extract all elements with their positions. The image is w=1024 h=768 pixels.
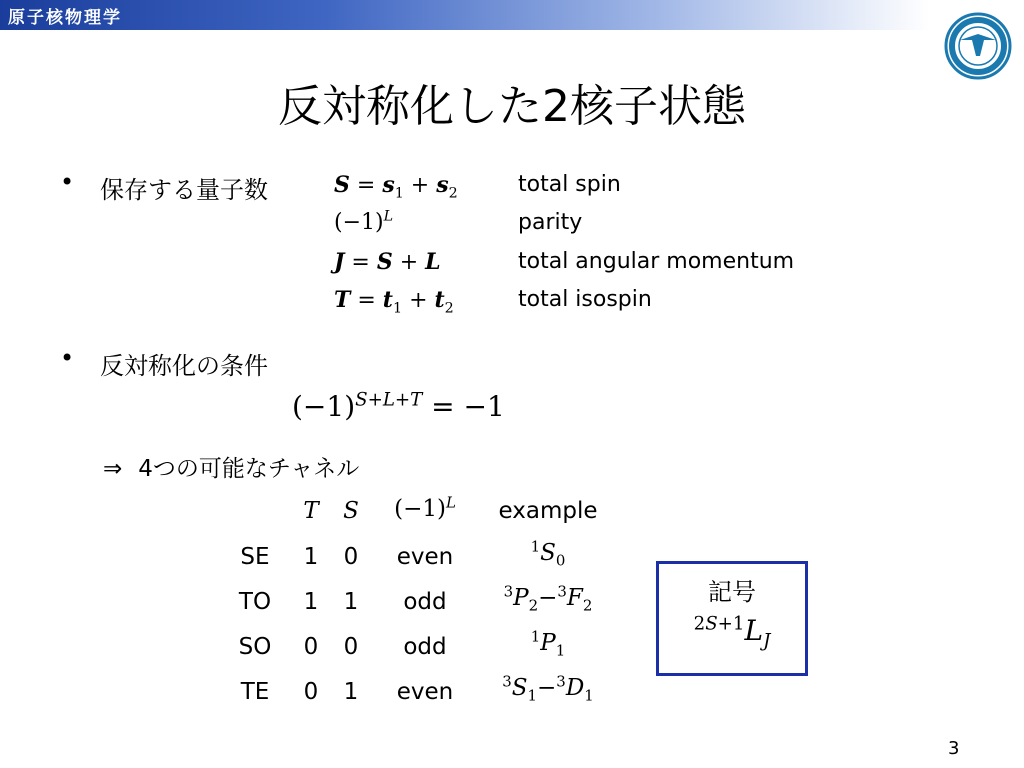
notation-box	[656, 561, 808, 676]
header-title: 原子核物理学	[8, 8, 122, 28]
channel-example: $^1S_0$	[530, 537, 566, 570]
parity-description: parity	[518, 210, 583, 235]
conclusion-line	[103, 450, 359, 483]
channel-t: 1	[303, 544, 319, 570]
bullet-label: 保存する量子数	[100, 176, 268, 204]
page-number: 3	[948, 738, 960, 759]
antisymmetrization-equation: $(-1)^{S+L+T} = -1$	[292, 389, 505, 423]
channel-t: 0	[303, 679, 319, 705]
channel-parity: even	[396, 679, 454, 705]
channel-name: TE	[240, 679, 270, 705]
channel-name: SO	[238, 634, 272, 660]
channel-t: 1	[303, 589, 319, 615]
channel-s: 1	[343, 589, 359, 615]
channel-name: TO	[238, 589, 272, 615]
header-t: T	[303, 498, 319, 524]
notation-title: 記号	[708, 578, 756, 606]
header-parity: $(-1)^L$	[394, 493, 456, 522]
implies-arrow-icon: ⇒	[103, 456, 123, 482]
angular-momentum-description: total angular momentum	[518, 249, 795, 274]
channel-example: $^3P_2-^3F_2$	[503, 582, 593, 615]
bullet-dot: •	[60, 168, 75, 196]
channel-parity: even	[396, 544, 454, 570]
channel-t: 0	[303, 634, 319, 660]
isospin-equation: $T = t_1 + t_2$	[334, 287, 454, 317]
channel-example: $^1P_1$	[530, 627, 566, 660]
notation-symbol: $^{2S+1}L_J$	[693, 613, 771, 652]
channel-s: 0	[343, 634, 359, 660]
channel-example: $^3S_1-^3D_1$	[502, 672, 594, 705]
channel-s: 0	[343, 544, 359, 570]
spin-description: total spin	[518, 172, 621, 197]
isospin-description: total isospin	[518, 287, 652, 312]
conclusion-text: 4つの可能なチャネル	[138, 456, 360, 482]
parity-expression: $(-1)^L$	[334, 208, 394, 235]
header-bar	[0, 0, 930, 30]
channel-parity: odd	[403, 589, 447, 615]
header-example: example	[498, 498, 598, 524]
channel-name: SE	[240, 544, 270, 570]
angular-momentum-equation: J = S + L	[334, 249, 441, 275]
spin-equation: $S = s_1 + s_2$	[334, 172, 458, 202]
header-s: S	[343, 498, 359, 524]
bullet-dot: •	[60, 344, 75, 372]
channel-s: 1	[343, 679, 359, 705]
slide-title: 反対称化した2核子状態	[278, 81, 746, 132]
bullet-label: 反対称化の条件	[100, 352, 268, 380]
channel-parity: odd	[403, 634, 447, 660]
